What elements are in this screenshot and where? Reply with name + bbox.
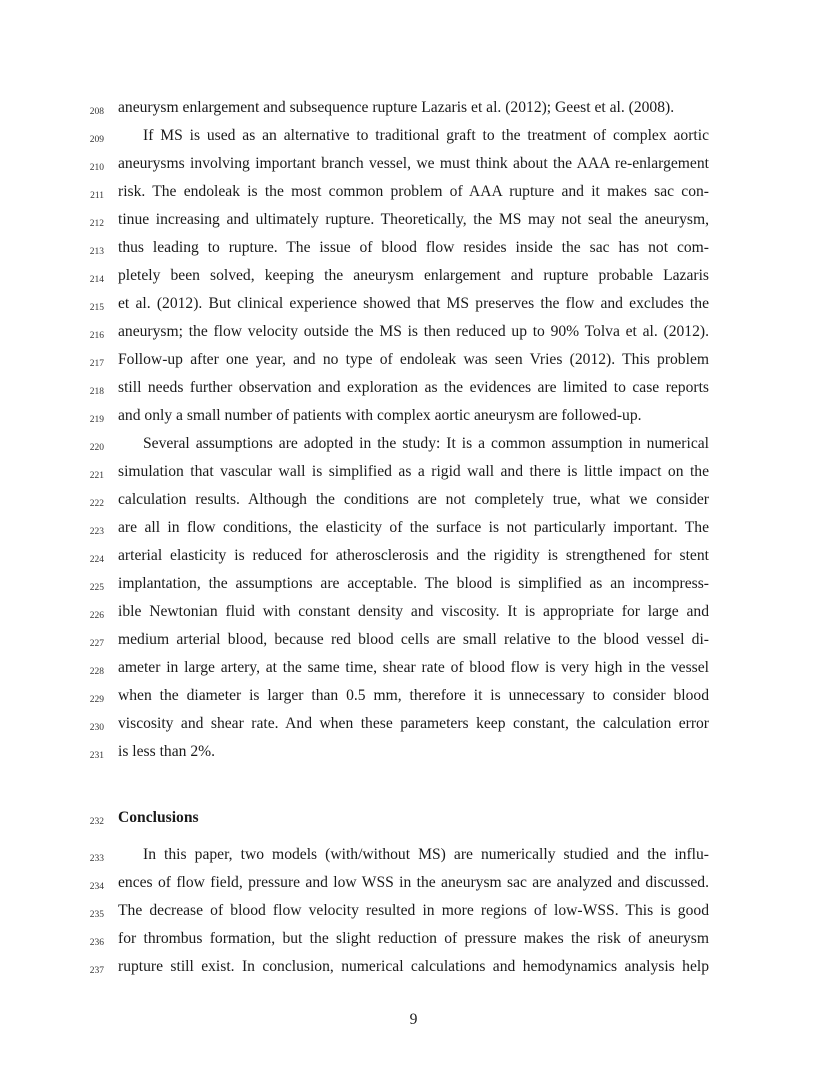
line-number: 221: [89, 471, 104, 481]
section-heading-conclusions: Conclusions: [118, 809, 199, 826]
line-text: aneurysm; the flow velocity outside the MS is then reduced up to 90% Tolva et al. (2012).: [118, 323, 709, 340]
line-number: 214: [89, 275, 104, 285]
line-number: 237: [89, 966, 104, 976]
line-number: 215: [89, 303, 104, 313]
line-text: medium arterial blood, because red blood cells are small relative to the blood vessel di-: [118, 631, 709, 648]
line-text: The decrease of blood flow velocity resulted in more regions of low-WSS. This is good: [118, 902, 709, 919]
text-line: [0, 742, 827, 770]
line-number: 213: [89, 247, 104, 257]
line-number: 216: [89, 331, 104, 341]
text-line: [0, 574, 827, 602]
line-number: 234: [89, 882, 104, 892]
text-line: [0, 957, 827, 985]
text-line: [0, 154, 827, 182]
line-number: 210: [89, 163, 104, 173]
line-text: risk. The endoleak is the most common problem of AAA rupture and it makes sac con-: [118, 183, 709, 200]
text-line: [0, 901, 827, 929]
line-number: 235: [89, 910, 104, 920]
text-line: [0, 322, 827, 350]
line-text: simulation that vascular wall is simplified as a rigid wall and there is little impact on the: [118, 463, 709, 480]
line-number: 227: [89, 639, 104, 649]
line-number: 218: [89, 387, 104, 397]
text-line: [0, 845, 827, 873]
line-text: et al. (2012). But clinical experience showed that MS preserves the flow and excludes the: [118, 295, 709, 312]
line-text: and only a small number of patients with complex aortic aneurysm are followed-up.: [118, 407, 642, 424]
line-text: Follow-up after one year, and no type of endoleak was seen Vries (2012). This problem: [118, 351, 709, 368]
line-text: ameter in large artery, at the same time, shear rate of blood flow is very high in the vessel: [118, 659, 709, 676]
text-line: [0, 873, 827, 901]
line-text: rupture still exist. In conclusion, numerical calculations and hemodynamics analysis help: [118, 958, 709, 975]
line-text: aneurysms involving important branch vessel, we must think about the AAA re-enlargement: [118, 155, 709, 172]
text-line: [0, 714, 827, 742]
line-number: 225: [89, 583, 104, 593]
text-line: [0, 182, 827, 210]
line-text: ences of flow field, pressure and low WSS in the aneurysm sac are analyzed and discussed.: [118, 874, 709, 891]
line-text: arterial elasticity is reduced for atherosclerosis and the rigidity is strengthened for stent: [118, 547, 709, 564]
line-number: 220: [89, 443, 104, 453]
text-line: [0, 929, 827, 957]
line-number: 236: [89, 938, 104, 948]
text-line: [0, 546, 827, 574]
text-line: [0, 462, 827, 490]
text-line: [0, 210, 827, 238]
text-line: [0, 602, 827, 630]
line-number: 209: [89, 135, 104, 145]
text-line: [0, 350, 827, 378]
line-text: tinue increasing and ultimately rupture. Theoretically, the MS may not seal the aneurysm,: [118, 211, 709, 228]
line-number: 231: [89, 751, 104, 761]
line-text: calculation results. Although the conditions are not completely true, what we consider: [118, 491, 709, 508]
line-text: In this paper, two models (with/without MS) are numerically studied and the influ-: [143, 846, 709, 863]
text-line: [0, 658, 827, 686]
text-line: [0, 518, 827, 546]
text-line: [0, 266, 827, 294]
text-line: [0, 406, 827, 434]
line-number: 224: [89, 555, 104, 565]
line-number: 230: [89, 723, 104, 733]
line-text: thus leading to rupture. The issue of blood flow resides inside the sac has not com-: [118, 239, 709, 256]
page-number: 9: [409, 1011, 418, 1028]
line-text: viscosity and shear rate. And when these parameters keep constant, the calculation error: [118, 715, 709, 732]
line-text: implantation, the assumptions are acceptable. The blood is simplified as an incompress-: [118, 575, 709, 592]
line-text: when the diameter is larger than 0.5 mm, therefore it is unnecessary to consider blood: [118, 687, 709, 704]
line-text: Several assumptions are adopted in the study: It is a common assumption in numerical: [143, 435, 709, 452]
line-text: for thrombus formation, but the slight reduction of pressure makes the risk of aneurysm: [118, 930, 709, 947]
text-line: [0, 434, 827, 462]
text-line: [0, 378, 827, 406]
text-line: [0, 126, 827, 154]
text-line: [0, 98, 827, 126]
line-number: 222: [89, 499, 104, 509]
text-line: [0, 630, 827, 658]
line-number: 226: [89, 611, 104, 621]
line-number: 232: [89, 817, 104, 827]
text-line: [0, 686, 827, 714]
line-number: 219: [89, 415, 104, 425]
line-number: 233: [89, 854, 104, 864]
line-number: 212: [89, 219, 104, 229]
line-text: If MS is used as an alternative to traditional graft to the treatment of complex aortic: [143, 127, 709, 144]
line-text: aneurysm enlargement and subsequence rupture Lazaris et al. (2012); Geest et al. (2008).: [118, 99, 675, 116]
line-number: 211: [90, 191, 104, 201]
text-line: [0, 238, 827, 266]
line-text: ible Newtonian fluid with constant density and viscosity. It is appropriate for large and: [118, 603, 709, 620]
line-number: 228: [89, 667, 104, 677]
line-text: pletely been solved, keeping the aneurysm enlargement and rupture probable Lazaris: [118, 267, 709, 284]
line-text: is less than 2%.: [118, 743, 216, 760]
line-text: are all in flow conditions, the elasticity of the surface is not particularly important. The: [118, 519, 709, 536]
line-number: 229: [89, 695, 104, 705]
line-number: 217: [89, 359, 104, 369]
section-heading-line: [0, 808, 827, 836]
line-text: still needs further observation and exploration as the evidences are limited to case reports: [118, 379, 709, 396]
line-number: 208: [89, 107, 104, 117]
text-line: [0, 294, 827, 322]
text-line: [0, 490, 827, 518]
line-number: 223: [89, 527, 104, 537]
